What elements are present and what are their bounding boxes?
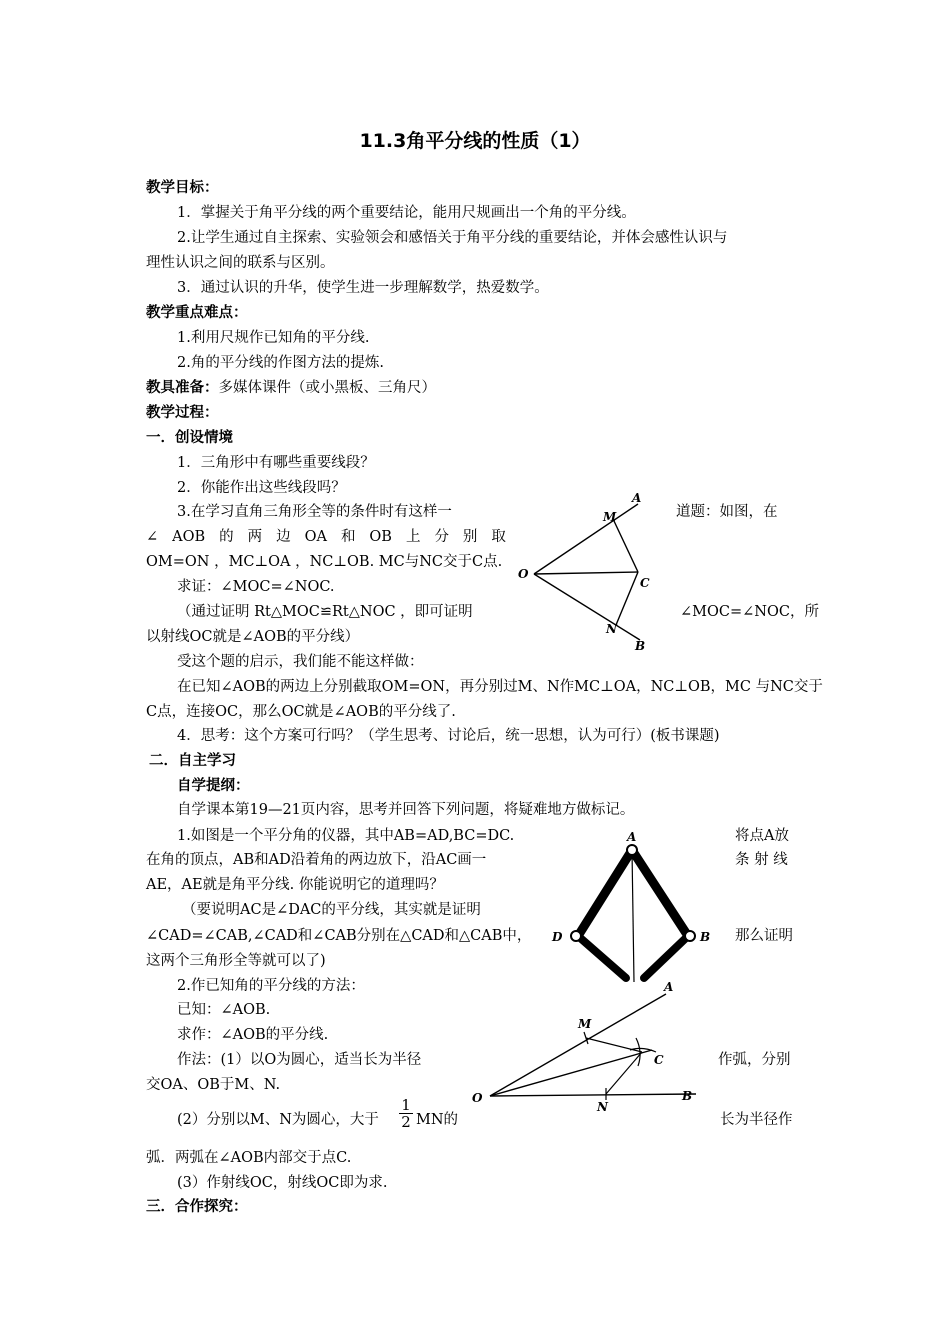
- label-m: M: [578, 1017, 592, 1031]
- page-title: 11.3角平分线的性质（1）: [359, 130, 591, 152]
- sec2-i1-l2-right: 条 射 线: [735, 852, 788, 868]
- tools-heading: 教具准备：: [146, 380, 219, 396]
- word: 别: [462, 529, 478, 545]
- goal-1: 1．掌握关于角平分线的两个重要结论，能用尺规画出一个角的平分线。: [177, 205, 636, 221]
- sec2-i1-l4: （要说明AC是∠DAC的平分线，其实就是证明: [182, 902, 481, 918]
- key-1: 1.利用尺规作已知角的平分线.: [177, 330, 370, 346]
- sec2-sub: 自学提纲：: [177, 778, 250, 794]
- frac-den: 2: [399, 1113, 413, 1130]
- ray-ob: [490, 1094, 696, 1096]
- word: 的: [219, 529, 234, 545]
- sec1-prove: 求证：∠MOC=∠NOC.: [177, 579, 335, 595]
- arm-ab: [632, 850, 688, 936]
- segment-nc: [616, 572, 638, 625]
- goal-3: 3．通过认识的升华，使学生进一步理解数学，热爱数学。: [177, 280, 549, 296]
- word: OA: [304, 529, 327, 545]
- tools-text: 多媒体课件（或小黑板、三角尺）: [218, 380, 436, 396]
- label-m: M: [603, 510, 617, 524]
- word: AOB: [172, 529, 206, 545]
- sec2-i1-l5-right: 那么证明: [735, 928, 793, 944]
- label-b: B: [635, 639, 646, 653]
- label-c: C: [640, 576, 650, 590]
- sec2-i2: 2.作已知角的平分线的方法：: [177, 978, 365, 994]
- key-2: 2.角的平分线的作图方法的提炼.: [177, 355, 384, 371]
- label-n: N: [597, 1100, 608, 1114]
- sec1-think: 4．思考：这个方案可行吗？（学生思考、讨论后，统一思想，认为可行）(板书课题): [177, 728, 720, 744]
- sec2-i1-l2-left: 在角的顶点，AB和AD沿着角的两边放下，沿AC画一: [146, 852, 487, 868]
- sec2-given: 已知：∠AOB.: [177, 1002, 271, 1018]
- ray-oc: [534, 572, 638, 574]
- sec2-i1-left: 1.如图是一个平分角的仪器，其中AB=AD,BC=DC.: [177, 828, 515, 844]
- label-d: D: [552, 930, 563, 944]
- label-b: B: [682, 1089, 693, 1103]
- word: 两: [247, 529, 263, 545]
- label-c: C: [654, 1053, 664, 1067]
- word: 和: [340, 529, 356, 545]
- label-a: A: [632, 491, 642, 505]
- sec2-i1-right: 将点A放: [735, 828, 789, 844]
- sec2-s1-left: 作法：(1）以O为圆心，适当长为半径: [177, 1052, 422, 1068]
- sec1-inspire: 受这个题的启示，我们能不能这样做：: [177, 654, 424, 670]
- segment-mc: [614, 521, 638, 572]
- fraction-one-half: [399, 1097, 413, 1130]
- sec2-intro: 自学课本第19—21页内容，思考并回答下列问题，将疑难地方做标记。: [177, 802, 635, 818]
- word: 上: [405, 529, 421, 545]
- goal-2-cont: 理性认识之间的联系与区别。: [146, 255, 335, 271]
- label-n: N: [606, 622, 617, 636]
- sec2-i1-l6: 这两个三角形全等就可以了): [146, 953, 326, 969]
- sec1-method1: 在已知∠AOB的两边上分别截取OM=ON，再分别过M、N作MC⊥OA，NC⊥OB，MC 与NC交于: [177, 679, 823, 695]
- sec1-proof-left: （通过证明 Rt△MOC≌Rt△NOC ，即可证明: [177, 604, 473, 620]
- sec2-s1-right: 作弧，分别: [718, 1052, 791, 1068]
- sec2-s2-mid: MN的: [416, 1112, 459, 1128]
- joint-a: [627, 845, 637, 855]
- word: 分: [434, 529, 449, 545]
- label-a: A: [627, 830, 637, 844]
- sec1-method2: C点，连接OC，那么OC就是∠AOB的平分线了.: [146, 704, 456, 720]
- label-o: O: [472, 1091, 483, 1105]
- sec1-proof-right: ∠MOC=∠NOC，所: [680, 604, 819, 620]
- arm-ad: [578, 850, 632, 936]
- process-heading: 教学过程：: [146, 405, 219, 421]
- sec1-q1: 1．三角形中有哪些重要线段？: [177, 455, 375, 471]
- figure-bisector-instrument: [548, 828, 718, 984]
- sec2-s3: (3）作射线OC，射线OC即为求.: [177, 1175, 388, 1191]
- sec2-i1-l3: AE，AE就是角平分线. 你能说明它的道理吗？: [146, 877, 444, 893]
- arm-bc: [644, 936, 688, 978]
- key-heading: 教学重点难点：: [146, 305, 248, 321]
- word: ∠: [146, 529, 159, 545]
- sec1-q2: 2．你能作出这些线段吗？: [177, 480, 346, 496]
- goal-2: 2.让学生通过自主探索、实验领会和感悟关于角平分线的重要结论，并体会感性认识与: [177, 230, 728, 246]
- label-b: B: [700, 930, 711, 944]
- figure-construction: [466, 980, 706, 1115]
- goals-heading: 教学目标：: [146, 180, 219, 196]
- sec1-q3-line2: [146, 527, 506, 547]
- ray-oc: [490, 1050, 652, 1096]
- ray-ae: [632, 850, 634, 982]
- sec1-heading: 一．创设情境: [146, 430, 233, 446]
- sec1-q3-right: 道题：如图，在: [676, 504, 778, 520]
- joint-b: [685, 931, 695, 941]
- sec3-heading: 三．合作探究：: [146, 1199, 248, 1215]
- sec2-s1-l2: 交OA、OB于M、N.: [146, 1077, 281, 1093]
- sec2-s2-l2: 弧．两弧在∠AOB内部交于点C.: [146, 1150, 352, 1166]
- figure-angle-perpendiculars: [510, 490, 670, 660]
- arm-dc: [578, 936, 626, 978]
- ray-oa: [490, 994, 666, 1096]
- sec1-q3-line3: OM=ON ，MC⊥OA ，NC⊥OB. MC与NC交于C点.: [146, 554, 503, 570]
- sec2-s2-right: 长为半径作: [720, 1112, 793, 1128]
- frac-num: 1: [401, 1096, 411, 1114]
- sec2-ask: 求作：∠AOB的平分线.: [177, 1027, 329, 1043]
- label-a: A: [664, 980, 674, 994]
- tools-line: [146, 378, 436, 398]
- word: 边: [276, 529, 291, 545]
- label-o: O: [518, 567, 529, 581]
- word: OB: [369, 529, 392, 545]
- joint-d: [571, 931, 581, 941]
- sec1-q3-left: 3.在学习直角三角形全等的条件时有这样一: [177, 504, 452, 520]
- sec2-heading: 二．自主学习: [149, 753, 236, 769]
- sec2-s2-left: (2）分别以M、N为圆心，大于: [177, 1112, 379, 1128]
- arc-1: [636, 1038, 640, 1066]
- word: 取: [491, 529, 506, 545]
- sec1-proof-line2: 以射线OC就是∠AOB的平分线）: [146, 629, 360, 645]
- sec2-i1-l5-left: ∠CAD=∠CAB,∠CAD和∠CAB分别在△CAD和△CAB中，: [146, 928, 532, 944]
- segment-mc: [586, 1038, 642, 1052]
